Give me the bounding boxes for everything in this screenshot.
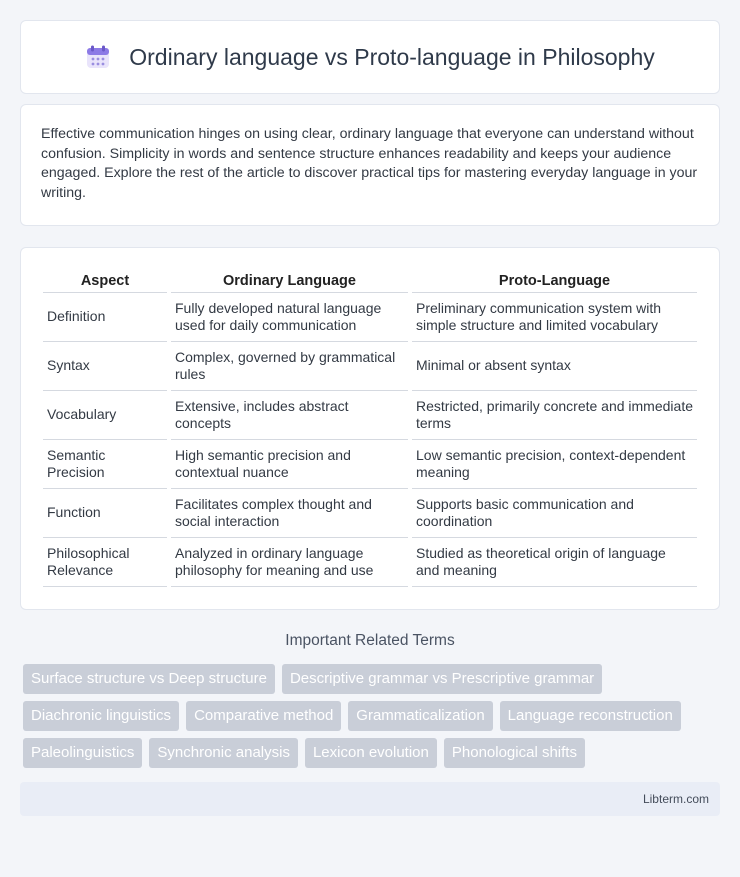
related-term-tag[interactable]: Diachronic linguistics bbox=[23, 701, 179, 731]
table-row bbox=[43, 440, 697, 489]
cell-proto: Studied as theoretical origin of language and meaning bbox=[412, 538, 697, 587]
cell-proto: Supports basic communication and coordination bbox=[412, 489, 697, 538]
cell-aspect: Philosophical Relevance bbox=[43, 538, 167, 587]
footer bbox=[20, 782, 720, 816]
cell-proto: Preliminary communication system with simple structure and limited vocabulary bbox=[412, 293, 697, 342]
intro-card bbox=[20, 104, 720, 226]
table-header-row bbox=[43, 270, 697, 293]
cell-proto: Minimal or absent syntax bbox=[412, 342, 697, 391]
related-terms-title: Important Related Terms bbox=[285, 632, 455, 649]
related-term-tag[interactable]: Language reconstruction bbox=[500, 701, 681, 731]
comparison-card bbox=[20, 247, 720, 610]
cell-aspect: Syntax bbox=[43, 342, 167, 391]
cell-aspect: Vocabulary bbox=[43, 391, 167, 440]
title-card bbox=[20, 20, 720, 94]
cell-ordinary: High semantic precision and contextual nuance bbox=[171, 440, 408, 489]
footer-site-link[interactable]: Libterm.com bbox=[642, 792, 709, 806]
cell-proto: Restricted, primarily concrete and immediate terms bbox=[412, 391, 697, 440]
page-title: Ordinary language vs Proto-language in Philosophy bbox=[129, 43, 655, 70]
cell-ordinary: Complex, governed by grammatical rules bbox=[171, 342, 408, 391]
related-term-tag[interactable]: Paleolinguistics bbox=[23, 738, 142, 768]
intro-paragraph: Effective communication hinges on using clear, ordinary language that everyone can understand without confusion. Simplicity in words and sentence structure enhances readability and keeps your audience engaged. Explore the rest of the article to discover practical tips for mastering everyday language in your writing. bbox=[41, 126, 698, 201]
comparison-table bbox=[39, 270, 701, 587]
table-row bbox=[43, 293, 697, 342]
cell-aspect: Definition bbox=[43, 293, 167, 342]
related-term-tag[interactable]: Comparative method bbox=[186, 701, 341, 731]
related-term-tag[interactable]: Phonological shifts bbox=[444, 738, 585, 768]
related-term-tag[interactable]: Descriptive grammar vs Prescriptive grammar bbox=[282, 664, 602, 694]
cell-aspect: Function bbox=[43, 489, 167, 538]
calendar-icon bbox=[85, 44, 111, 70]
cell-ordinary: Extensive, includes abstract concepts bbox=[171, 391, 408, 440]
table-row bbox=[43, 342, 697, 391]
table-row bbox=[43, 538, 697, 587]
related-term-tag[interactable]: Lexicon evolution bbox=[305, 738, 437, 768]
cell-ordinary: Facilitates complex thought and social interaction bbox=[171, 489, 408, 538]
cell-aspect: Semantic Precision bbox=[43, 440, 167, 489]
cell-ordinary: Analyzed in ordinary language philosophy for meaning and use bbox=[171, 538, 408, 587]
header-ordinary-language: Ordinary Language bbox=[171, 270, 408, 293]
related-term-tag[interactable]: Synchronic analysis bbox=[149, 738, 298, 768]
related-term-tag[interactable]: Surface structure vs Deep structure bbox=[23, 664, 275, 694]
header-aspect: Aspect bbox=[43, 270, 167, 293]
related-term-tag[interactable]: Grammaticalization bbox=[348, 701, 492, 731]
cell-proto: Low semantic precision, context-dependent meaning bbox=[412, 440, 697, 489]
cell-ordinary: Fully developed natural language used for daily communication bbox=[171, 293, 408, 342]
table-row bbox=[43, 489, 697, 538]
table-row bbox=[43, 391, 697, 440]
header-proto-language: Proto-Language bbox=[412, 270, 697, 293]
related-terms-list bbox=[20, 664, 720, 768]
